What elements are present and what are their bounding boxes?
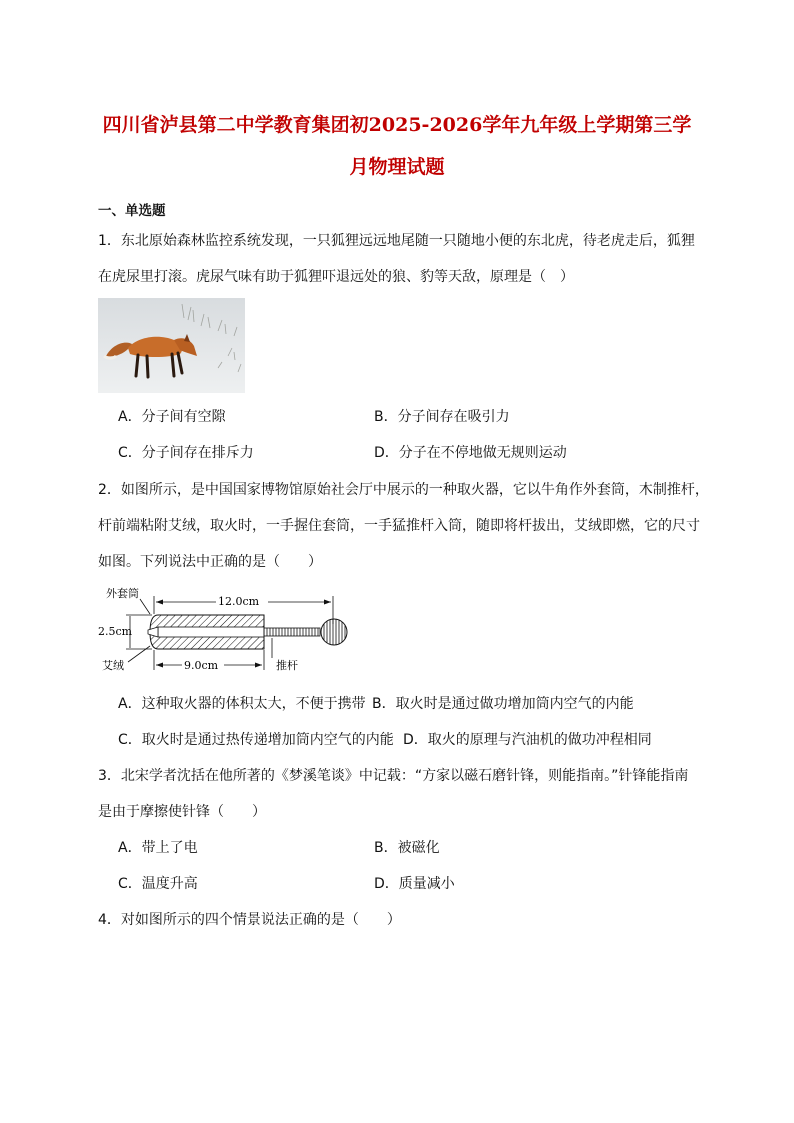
q3-option-b: B．被磁化 xyxy=(374,840,440,856)
page-title-line-1: 四川省泸县第二中学教育集团初2025-2026学年九年级上学期第三学 xyxy=(102,114,692,136)
page-title-line-2: 月物理试题 xyxy=(349,156,445,178)
label-moxa: 艾绒 xyxy=(102,659,124,672)
q2-option-d: D．取火的原理与汽油机的做功冲程相同 xyxy=(403,732,652,748)
question-3-line-2: 是由于摩擦使针锋（ ） xyxy=(98,804,266,820)
q3-option-a: A．带上了电 xyxy=(118,840,198,856)
question-2-line-1: 2．如图所示，是中国国家博物馆原始社会厅中展示的一种取火器，它以牛角作外套筒，木制推杆， xyxy=(98,482,709,498)
question-2-line-2: 杆前端粘附艾绒，取火时，一手握住套筒，一手猛推杆入筒，随即将杆拔出，艾绒即燃，它的尺寸 xyxy=(98,518,700,534)
fire-starter-diagram xyxy=(98,586,348,678)
question-1-line-2: 在虎尿里打滚。虎尿气味有助于狐狸吓退远处的狼、豹等天敌，原理是（ ） xyxy=(98,269,574,285)
q1-option-c: C．分子间存在排斥力 xyxy=(118,445,254,461)
fox-in-snow-photo xyxy=(98,298,245,393)
q3-option-c: C．温度升高 xyxy=(118,876,198,892)
q1-option-a: A．分子间有空隙 xyxy=(118,409,226,425)
q1-option-d: D．分子在不停地做无规则运动 xyxy=(374,445,567,461)
question-1-line-1: 1．东北原始森林监控系统发现，一只狐狸远远地尾随一只随地小便的东北虎，待老虎走后，狐狸 xyxy=(98,233,695,249)
question-3-line-1: 3．北宋学者沈括在他所著的《梦溪笔谈》中记载：“方家以磁石磨针锋，则能指南。”针锋能指南 xyxy=(98,768,689,784)
q1-option-b: B．分子间存在吸引力 xyxy=(374,409,510,425)
label-outer-tube: 外套筒 xyxy=(106,587,139,600)
label-push-rod: 推杆 xyxy=(276,659,298,672)
label-inner-length: 9.0cm xyxy=(184,659,219,672)
question-4-line-1: 4．对如图所示的四个情景说法正确的是（ ） xyxy=(98,912,401,928)
label-diameter: 2.5cm xyxy=(98,625,133,638)
q3-option-d: D．质量减小 xyxy=(374,876,455,892)
q2-option-b: B．取火时是通过做功增加筒内空气的内能 xyxy=(372,696,634,712)
section-heading: 一、单选题 xyxy=(98,203,166,219)
question-2-line-3: 如图。下列说法中正确的是（ ） xyxy=(98,554,322,570)
label-total-length: 12.0cm xyxy=(218,595,260,608)
q2-option-a: A．这种取火器的体积太大，不便于携带 xyxy=(118,696,366,712)
q2-option-c: C．取火时是通过热传递增加筒内空气的内能 xyxy=(118,732,394,748)
